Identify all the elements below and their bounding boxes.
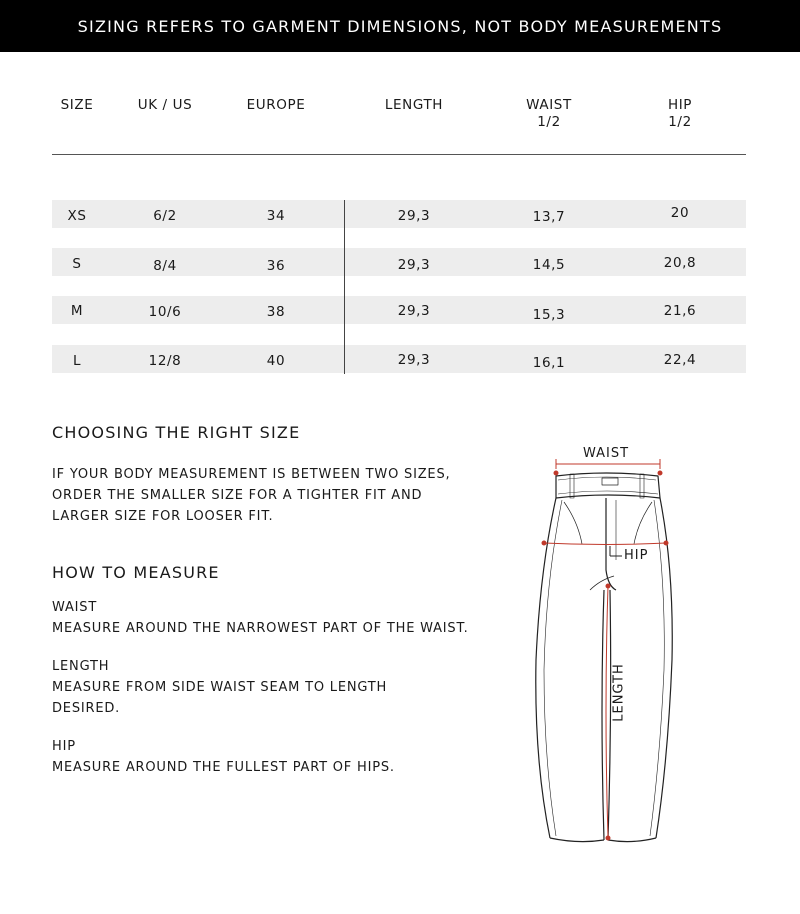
cell-hip: 20,8 <box>663 255 697 271</box>
header-length: LENGTH <box>384 97 444 113</box>
header-waist: WAIST <box>526 97 572 113</box>
length-title: LENGTH <box>52 659 110 674</box>
cell-uk-us: 10/6 <box>148 304 182 320</box>
hip-text: MEASURE AROUND THE FULLEST PART OF HIPS. <box>52 760 395 775</box>
cell-waist: 16,1 <box>532 355 566 371</box>
length-text-2: DESIRED. <box>52 701 121 716</box>
cell-size: XS <box>67 208 87 224</box>
cell-hip: 21,6 <box>663 303 697 319</box>
pants-diagram <box>520 440 690 860</box>
choosing-title: CHOOSING THE RIGHT SIZE <box>52 423 301 442</box>
banner: SIZING REFERS TO GARMENT DIMENSIONS, NOT BODY MEASUREMENTS <box>0 0 800 52</box>
cell-uk-us: 8/4 <box>153 258 177 274</box>
waist-label: WAIST <box>583 446 630 461</box>
column-divider <box>344 200 345 374</box>
header-hip-sub: 1/2 <box>668 114 692 130</box>
header-waist-sub: 1/2 <box>537 114 561 130</box>
header-uk-us: UK / US <box>137 97 193 113</box>
cell-europe: 34 <box>266 208 286 224</box>
cell-length: 29,3 <box>397 303 431 319</box>
length-label: LENGTH <box>611 663 627 722</box>
cell-waist: 13,7 <box>532 209 566 225</box>
header-europe: EUROPE <box>246 97 306 113</box>
cell-europe: 40 <box>266 353 286 369</box>
cell-length: 29,3 <box>397 352 431 368</box>
cell-waist: 15,3 <box>532 307 566 323</box>
cell-europe: 36 <box>266 258 286 274</box>
cell-length: 29,3 <box>397 257 431 273</box>
cell-waist: 14,5 <box>532 257 566 273</box>
cell-hip: 20 <box>670 205 690 221</box>
header-divider <box>52 154 746 155</box>
waist-title: WAIST <box>52 600 98 615</box>
choosing-line-1: IF YOUR BODY MEASUREMENT IS BETWEEN TWO SIZES, <box>52 467 451 482</box>
how-title: HOW TO MEASURE <box>52 563 220 582</box>
cell-hip: 22,4 <box>663 352 697 368</box>
cell-uk-us: 6/2 <box>153 208 177 224</box>
cell-uk-us: 12/8 <box>148 353 182 369</box>
hip-label: HIP <box>624 548 649 563</box>
choosing-line-3: LARGER SIZE FOR LOOSER FIT. <box>52 509 274 524</box>
length-text-1: MEASURE FROM SIDE WAIST SEAM TO LENGTH <box>52 680 388 695</box>
choosing-line-2: ORDER THE SMALLER SIZE FOR A TIGHTER FIT AND <box>52 488 423 503</box>
cell-size: L <box>72 353 82 369</box>
cell-size: M <box>70 303 84 319</box>
cell-size: S <box>72 256 82 272</box>
hip-title: HIP <box>52 739 76 754</box>
header-size: SIZE <box>60 97 94 113</box>
cell-europe: 38 <box>266 304 286 320</box>
header-hip: HIP <box>667 97 693 113</box>
waist-text: MEASURE AROUND THE NARROWEST PART OF THE WAIST. <box>52 621 469 636</box>
cell-length: 29,3 <box>397 208 431 224</box>
